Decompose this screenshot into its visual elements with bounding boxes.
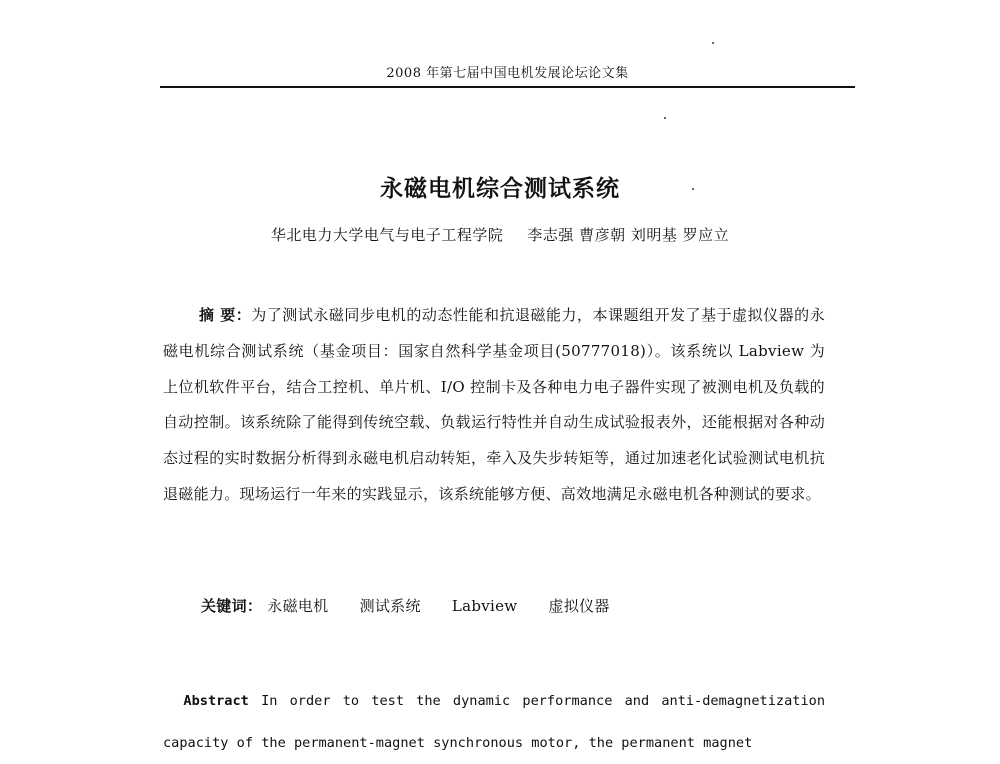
authors: 李志强 曹彦朝 刘明基 罗应立 <box>527 226 730 244</box>
running-header: 2008 年第七届中国电机发展论坛论文集 <box>386 66 629 81</box>
abstract-en-text: In order to test the dynamic performance and anti-demagnetization capacity of the permanent-magnet synchronous motor, the permanent magnet <box>163 693 826 751</box>
keyword-item: Labview <box>451 597 518 615</box>
keywords-label: 关键词： <box>201 597 263 615</box>
keyword-item: 永磁电机 <box>267 597 329 615</box>
keyword-item: 测试系统 <box>359 597 421 615</box>
affiliation: 华北电力大学电气与电子工程学院 <box>270 226 504 244</box>
keywords-line <box>201 595 636 616</box>
scan-speck <box>664 117 666 119</box>
keyword-item: 虚拟仪器 <box>548 597 610 615</box>
abstract-cn-label: 摘 要： <box>199 306 252 324</box>
abstract-cn-text: 为了测试永磁同步电机的动态性能和抗退磁能力，本课题组开发了基于虚拟仪器的永磁电机综合测试系统（基金项目：国家自然科学基金项目(50777018)）。该系统以 Labview 为上位机软件平台，结合工控机、单片机、I/O 控制卡及各种电力电子器件实现了被测电机及负载的自动控制。该系统除了能得到传统空载、负载运行特性并自动生成试验报表外，还能根据对各种动态过程的实时数据分析得到永磁电机启动转矩，牵入及失步转矩等，通过加速老化试验测试电机抗退磁能力。现场运行一年来的实践显示，该系统能够方便、高效地满足永磁电机各种测试的要求。 <box>163 306 825 503</box>
abstract-en-label: Abstract <box>183 693 249 709</box>
paper-title: 永磁电机综合测试系统 <box>380 175 620 202</box>
english-abstract <box>163 680 825 764</box>
scan-speck <box>692 188 694 190</box>
byline <box>0 224 1000 245</box>
chinese-abstract <box>163 298 825 513</box>
header-rule <box>160 86 855 88</box>
scan-speck <box>712 42 714 44</box>
